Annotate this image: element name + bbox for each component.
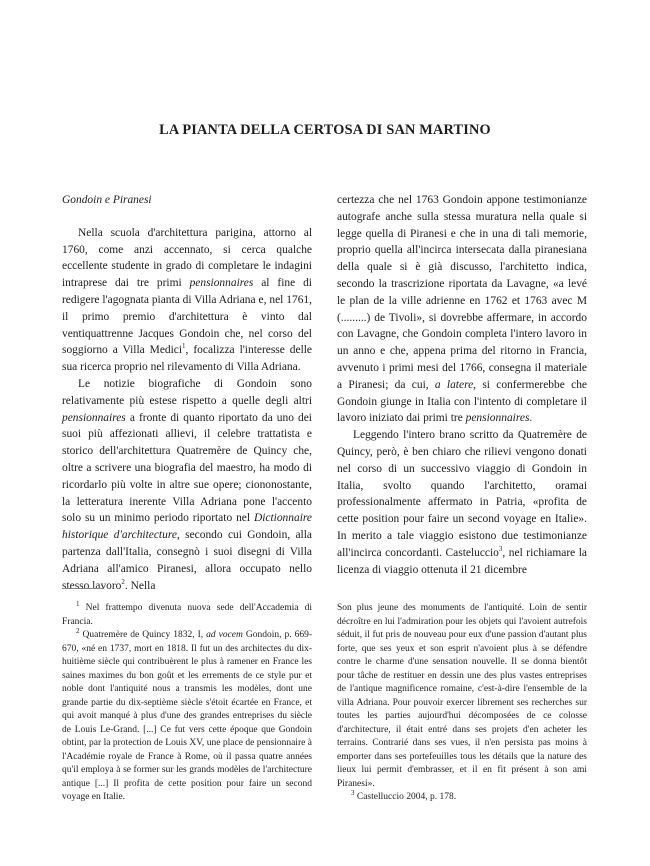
body-paragraph: Nella scuola d'architettura parigina, attorno al 1760, come anzi accennato, si cerca qualche eccellente studente in grado di completare le indagini intraprese dai tre primi pensionnaires al fine di redigere l'agognata pianta di Villa Adriana e, nel 1761, il primo premio d'architettura è vinto dal ventiquattrenne Jacques Gondoin che, nel corso del soggiorno a Villa Medici$^1$, focalizza l'interesse delle sua ricerca proprio nel rilevamento di Villa Adriana.	[62, 226, 312, 374]
footnotes-left	[62, 599, 312, 805]
footnote-divider	[62, 588, 104, 589]
footnotes-right	[337, 602, 587, 805]
body-paragraph: Leggendo l'intero brano scritto da Quatremère de Quincy, però, è ben chiaro che rilievi vengono donati nel corso di un successivo viaggio di Gondoin in Italia, svolto quando l'architetto, oramai professionalmente affermato in Patria, «profita de cette position pour faire un second voyage en Italie». In merito a tale viaggio esistono due testimonianze all'incirca concordanti. Casteluccio$^3$, nel richiamare la licenza di viaggio ottenuta il 21 dicembre	[337, 429, 587, 576]
footnote-ref[interactable]: 1	[182, 342, 186, 351]
footnote-ref[interactable]: 3	[498, 544, 503, 553]
footnote: $^2$ Quatremère de Quincy 1832, I, ad vocem Gondoin, p. 669-670, «né en 1737, mort en 1818. Il fut un des architectes du dix-huitième siècle qui contribuèrent le plus à ramener en France les saines maximes du bon goût et les errements de ce style pur et noble dont l'antiquité nous a transmis les modèles, dont une grande partie du dix-septième siècle s'étoit écartée en France, et qui avoit manqué à plus d'une des grandes entreprises du siècle de Louis Le-Grand. [...] Ce fut vers cette époque que Gondoin obtint, par la protection de Louis XV, une place de pensionnaire à l'Académie royale de France à Rome, où il passa quatre années qu'il employa à se former sur les grands modèles de l'architecture antique [...] Il profita de cette position pour faire un second voyage en Italie.	[62, 626, 312, 802]
page-title: LA PIANTA DELLA CERTOSA DI SAN MARTINO	[159, 122, 491, 138]
right-column	[337, 192, 587, 578]
left-column	[62, 192, 312, 594]
footnote: $^1$ Nel frattempo divenuta nuova sede dell'Accademia di Francia.	[62, 599, 312, 627]
footnote-continuation: Son plus jeune des monuments de l'antiquité. Loin de sentir décroître en lui l'admiration pour les objets qui l'avoient autrefois séduit, il fut pris de nouveau pour eux d'une passion d'autant plus forte, que ses yeux et son esprit n'avoient plus à se défendre contre le charme d'une sensation nouvelle. Il se donna bientôt pour tâche de restituer en dessin une des plus vastes entreprises de l'antique magnificence romaine, c'est-à-dire l'ensemble de la villa Adriana. Pour pouvoir exercer librement ses recherches sur toutes les parties aujourd'hui décomposées de ce colosse d'architecture, il était entré dans ses projets d'en acheter les terrains. Contrarié dans ses vues, il n'en persista pas moins à emporter dans ses portefeuilles tous les détails que la nature des lieux lui permit d'embrasser, et il en fit présent à son ami Piranesi».	[337, 603, 587, 789]
footnote-ref[interactable]: 2	[121, 577, 125, 586]
footnote: $^3$ Castelluccio 2004, p. 178.	[351, 788, 457, 802]
section-heading: Gondoin e Piranesi	[62, 194, 152, 206]
body-paragraph: certezza che nel 1763 Gondoin appone testimonianze autografe anche sulla stessa muratura nella quale si legge quella di Piranesi e che in una di tali memorie, proprio quella all'incirca intersecata dalla piranesiana della quale si è già discusso, l'architetto indica, secondo la trascrizione riportata da Lavagne, «a levé le plan de la ville adrienne en 1762 et 1763 avec M (.........) de Tivoli», si dovrebbe affermare, in accordo con Lavagne, che Gondoin completa l'intero lavoro in un anno e che, appena prima del ritorno in Francia, avvenuto i primi mesi del 1766, consegna il materiale a Piranesi; da cui, a latere, si confermerebbe che Gondoin giunge in Italia con l'intento di completare il lavoro iniziato dai primi tre pensionnaires.	[337, 194, 587, 425]
body-paragraph: Le notizie biografiche di Gondoin sono relativamente più estese rispetto a quelle degli altri pensionnaires a fronte di quanto riportato da uno dei suoi più affezionati allievi, il celebre trattatista e storico dell'architettura Quatremère de Quincy che, oltre a scrivere una biografia del maestro, ha modo di ricordarlo più volte in altre sue opere; ciononostante, la letteratura inerente Villa Adriana pone l'accento solo su un minimo periodo riportato nel Dictionnaire historique d'architecture, secondo cui Gondoin, alla partenza dall'Italia, consegnò i suoi disegni di Villa Adriana all'amico Piranesi, allora occupato nello stesso lavoro$^2$. Nella	[62, 377, 312, 592]
